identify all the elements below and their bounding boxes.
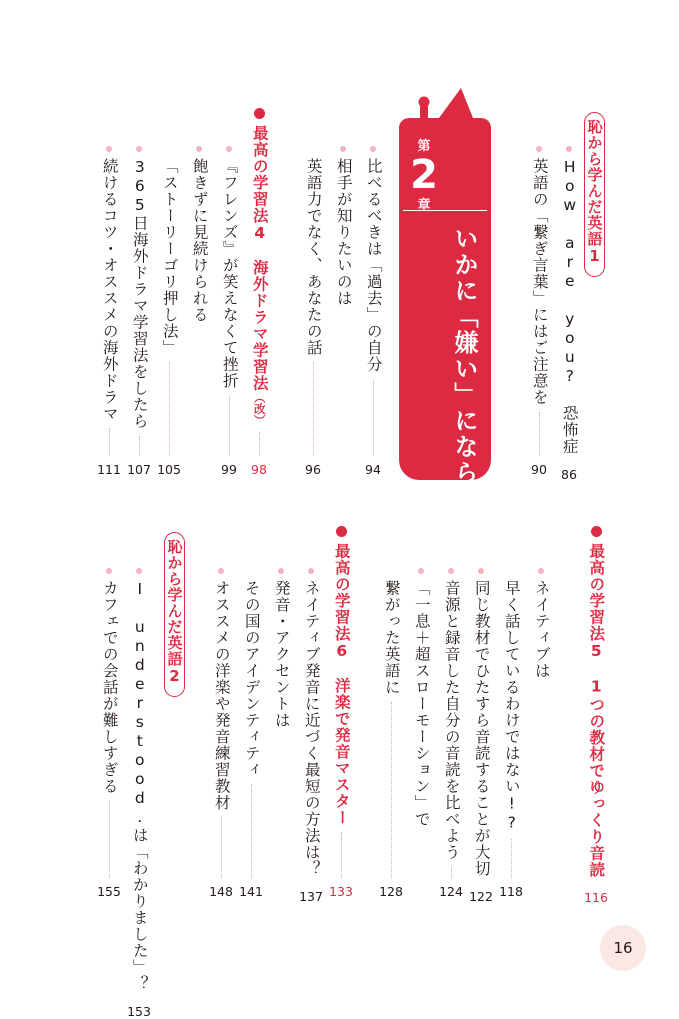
entry-title: 「一息＋超スローモーション」で xyxy=(412,580,431,828)
entry-page-number: 124 xyxy=(439,883,463,899)
section-title: 最高の学習法5 1つの教材でゆっくり音読 xyxy=(587,543,606,878)
entry-page-number: 105 xyxy=(157,461,181,477)
chapter-sho: 章 xyxy=(417,198,431,213)
entry-title: 比べるべきは「過去」の自分 xyxy=(364,158,383,373)
section-page-number: 133 xyxy=(329,883,353,899)
section-label-pill xyxy=(584,112,605,277)
entry-page-number: 94 xyxy=(365,461,381,477)
dotted-leader xyxy=(109,428,110,456)
section-title xyxy=(251,125,267,426)
toc-entry[interactable] xyxy=(206,568,236,898)
chapter-dai: 第 xyxy=(417,139,431,154)
bullet-dot xyxy=(278,568,284,574)
section-bullet xyxy=(591,526,602,537)
entry-page-number: 86 xyxy=(561,466,577,482)
toc-entry[interactable] xyxy=(496,580,526,898)
toc-entry[interactable] xyxy=(328,146,358,307)
toc-entry[interactable] xyxy=(406,568,436,828)
dotted-leader xyxy=(391,702,392,878)
entry-page-number: 128 xyxy=(379,883,403,899)
entry-title: カフェでの会話が難しすぎる xyxy=(100,580,119,795)
toc-section-heading[interactable] xyxy=(244,108,274,476)
section-bullet xyxy=(254,108,265,119)
dotted-leader xyxy=(451,867,452,878)
toc-section-heading[interactable] xyxy=(326,526,356,898)
section-title: 最高の学習法6 洋楽で発音マスター xyxy=(332,543,351,826)
dotted-leader xyxy=(229,395,230,456)
toc-entry[interactable] xyxy=(236,580,266,898)
section-bullet xyxy=(336,526,347,537)
entry-page-number: 137 xyxy=(299,889,323,904)
entry-page-number: 122 xyxy=(469,889,493,904)
bullet-dot xyxy=(136,146,142,152)
entry-title: 発音・アクセントは xyxy=(272,580,291,729)
bullet-dot xyxy=(196,146,202,152)
entry-page-number: 99 xyxy=(221,461,237,477)
bullet-dot xyxy=(536,146,542,152)
dotted-leader xyxy=(373,379,374,456)
entry-page-number: 155 xyxy=(97,883,121,899)
entry-title: ネイティブは xyxy=(532,580,551,679)
chapter-number-label xyxy=(407,140,441,212)
dotted-leader xyxy=(511,839,512,878)
bullet-dot xyxy=(418,568,424,574)
entry-title: 英語力でなく、あなたの話 xyxy=(304,158,323,356)
entry-title: 「ストーリーゴリ押し法」 xyxy=(160,158,179,356)
entry-page-number: 107 xyxy=(127,461,151,477)
toc-entry[interactable] xyxy=(436,568,466,898)
bullet-dot xyxy=(106,146,112,152)
dotted-leader xyxy=(539,412,540,456)
toc-section-heading[interactable] xyxy=(576,526,616,905)
section-title-suffix: （改） xyxy=(252,391,267,426)
chapter-title: いかに「嫌い」にならないか xyxy=(450,226,478,564)
entry-title: オススメの洋楽や発音練習教材 xyxy=(212,580,231,811)
toc-entry[interactable] xyxy=(124,146,154,476)
toc-entry[interactable] xyxy=(358,146,388,476)
chapter-divider xyxy=(403,210,487,211)
toc-entry[interactable] xyxy=(94,568,124,898)
toc-entry[interactable] xyxy=(296,568,326,904)
bullet-dot xyxy=(340,146,346,152)
bullet-dot xyxy=(106,568,112,574)
chapter-number: 2 xyxy=(410,152,438,198)
entry-page-number: 141 xyxy=(239,883,263,899)
toc-entry[interactable] xyxy=(466,568,496,904)
entry-title: 英語の「繋ぎ言葉」にはご注意を xyxy=(530,158,549,406)
section-label-pill xyxy=(164,532,185,697)
entry-title: 繋がった英語に xyxy=(382,580,401,696)
entry-page-number: 96 xyxy=(305,461,321,477)
entry-title: 相手が知りたいのは xyxy=(334,158,353,307)
toc-entry[interactable] xyxy=(298,158,328,476)
toc-entry[interactable] xyxy=(526,568,556,679)
entry-title: その国のアイデンティティ xyxy=(242,580,261,778)
entry-title: 続けるコツ・オススメの海外ドラマ xyxy=(100,158,119,422)
toc-entry[interactable] xyxy=(154,158,184,476)
section-title-main: 最高の学習法4 海外ドラマ学習法 xyxy=(250,125,269,392)
toc-entry[interactable] xyxy=(94,146,124,476)
toc-entry[interactable] xyxy=(266,568,296,729)
dotted-leader xyxy=(251,784,252,878)
entry-page-number: 118 xyxy=(499,883,523,899)
chapter-heading-block xyxy=(399,118,491,564)
entry-page-number: 90 xyxy=(531,461,547,477)
dotted-leader xyxy=(341,832,342,878)
entry-title: 同じ教材でひたすら音読することが大切 xyxy=(472,580,491,877)
section-page-number: 98 xyxy=(251,461,267,477)
section-page-number: 116 xyxy=(584,890,608,905)
toc-entry[interactable] xyxy=(524,146,554,476)
entry-title: 音源と録音した自分の音読を比べよう xyxy=(442,580,461,861)
entry-title: 『フレンズ』が笑えなくて挫折 xyxy=(220,158,239,389)
entry-page-number: 153 xyxy=(127,1004,151,1019)
toc-entry[interactable] xyxy=(214,146,244,476)
bookmark-flag-icon xyxy=(417,82,473,122)
dotted-leader xyxy=(169,362,170,456)
toc-entry[interactable] xyxy=(554,146,584,482)
bullet-dot xyxy=(226,146,232,152)
bullet-dot xyxy=(218,568,224,574)
dotted-leader xyxy=(139,436,140,456)
bullet-dot xyxy=(478,568,484,574)
bullet-dot xyxy=(370,146,376,152)
page-number: 16 xyxy=(613,939,633,957)
entry-title: 早く話しているわけではない!? xyxy=(502,580,521,833)
page-number-badge xyxy=(600,925,646,971)
entry-page-number: 111 xyxy=(97,461,121,477)
entry-page-number: 148 xyxy=(209,883,233,899)
toc-section-label-shame-1 xyxy=(580,112,608,277)
bullet-dot xyxy=(308,568,314,574)
toc-entry[interactable] xyxy=(124,568,154,1019)
dotted-leader xyxy=(313,362,314,456)
entry-title: How are you? 恐怖症 xyxy=(560,158,579,455)
entry-title: I understood.は「わかりました」？ xyxy=(130,580,149,992)
bullet-dot xyxy=(136,568,142,574)
section-label-text: 恥から学んだ英語2 xyxy=(165,539,184,686)
bullet-dot xyxy=(566,146,572,152)
toc-section-label-shame-2 xyxy=(160,532,188,697)
entry-title: 飽きずに見続けられる xyxy=(190,158,209,323)
bullet-dot xyxy=(448,568,454,574)
entry-title: 365日海外ドラマ学習法をしたら xyxy=(130,158,149,430)
dotted-leader xyxy=(221,817,222,878)
section-label-text: 恥から学んだ英語1 xyxy=(585,119,604,266)
toc-entry[interactable] xyxy=(184,146,214,323)
bullet-dot xyxy=(538,568,544,574)
dotted-leader xyxy=(259,432,260,456)
dotted-leader xyxy=(109,801,110,878)
toc-entry[interactable] xyxy=(376,580,406,898)
entry-title: ネイティブ発音に近づく最短の方法は？ xyxy=(302,580,321,877)
